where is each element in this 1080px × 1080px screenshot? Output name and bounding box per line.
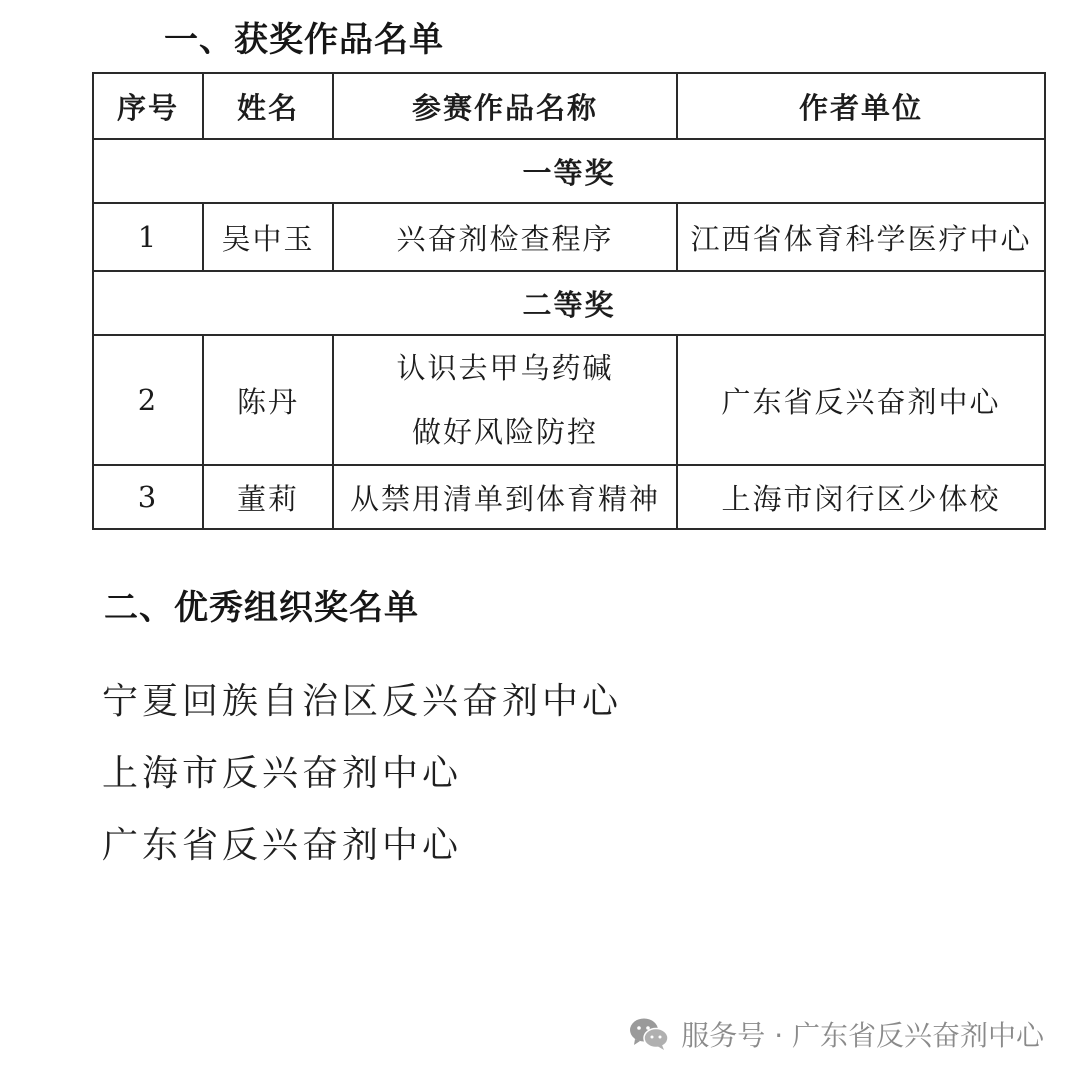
- first-prize-label: 一等奖: [93, 139, 1045, 203]
- row-unit: 广东省反兴奋剂中心: [677, 335, 1045, 465]
- row-name: 陈丹: [203, 335, 333, 465]
- row-name: 董莉: [203, 465, 333, 529]
- row-work: 从禁用清单到体育精神: [333, 465, 677, 529]
- row-work: 兴奋剂检查程序: [333, 203, 677, 271]
- list-item: 广东省反兴奋剂中心: [102, 825, 463, 866]
- first-prize-row: [93, 139, 1045, 203]
- organization-list: [102, 666, 622, 882]
- second-prize-row: [93, 271, 1045, 335]
- table-row: [93, 335, 1045, 465]
- list-item: 宁夏回族自治区反兴奋剂中心: [102, 681, 623, 722]
- watermark-text: 服务号 · 广东省反兴奋剂中心: [681, 1019, 1044, 1052]
- table-header-row: [93, 73, 1045, 139]
- row-no: 1: [93, 203, 203, 271]
- header-work: 参赛作品名称: [333, 73, 677, 139]
- row-work-line-2: 做好风险防控: [411, 415, 598, 449]
- wechat-icon: [629, 1017, 669, 1051]
- row-work: [333, 335, 677, 465]
- section-title-excellent-organization: 二、优秀组织奖名单: [104, 588, 419, 628]
- row-name: 吴中玉: [203, 203, 333, 271]
- second-prize-label: 二等奖: [93, 271, 1045, 335]
- watermark: [629, 1014, 1044, 1054]
- row-no: 3: [93, 465, 203, 529]
- list-item: 上海市反兴奋剂中心: [102, 753, 463, 794]
- table-row: [93, 203, 1045, 271]
- header-name: 姓名: [203, 73, 333, 139]
- row-unit: 江西省体育科学医疗中心: [677, 203, 1045, 271]
- row-no: 2: [93, 335, 203, 465]
- section-title-awarded-works: 一、获奖作品名单: [164, 20, 444, 60]
- row-work-line-1: 认识去甲乌药碱: [396, 351, 614, 385]
- header-unit: 作者单位: [677, 73, 1045, 139]
- row-unit: 上海市闵行区少体校: [677, 465, 1045, 529]
- awards-table: [92, 72, 1046, 530]
- header-no: 序号: [93, 73, 203, 139]
- table-row: [93, 465, 1045, 529]
